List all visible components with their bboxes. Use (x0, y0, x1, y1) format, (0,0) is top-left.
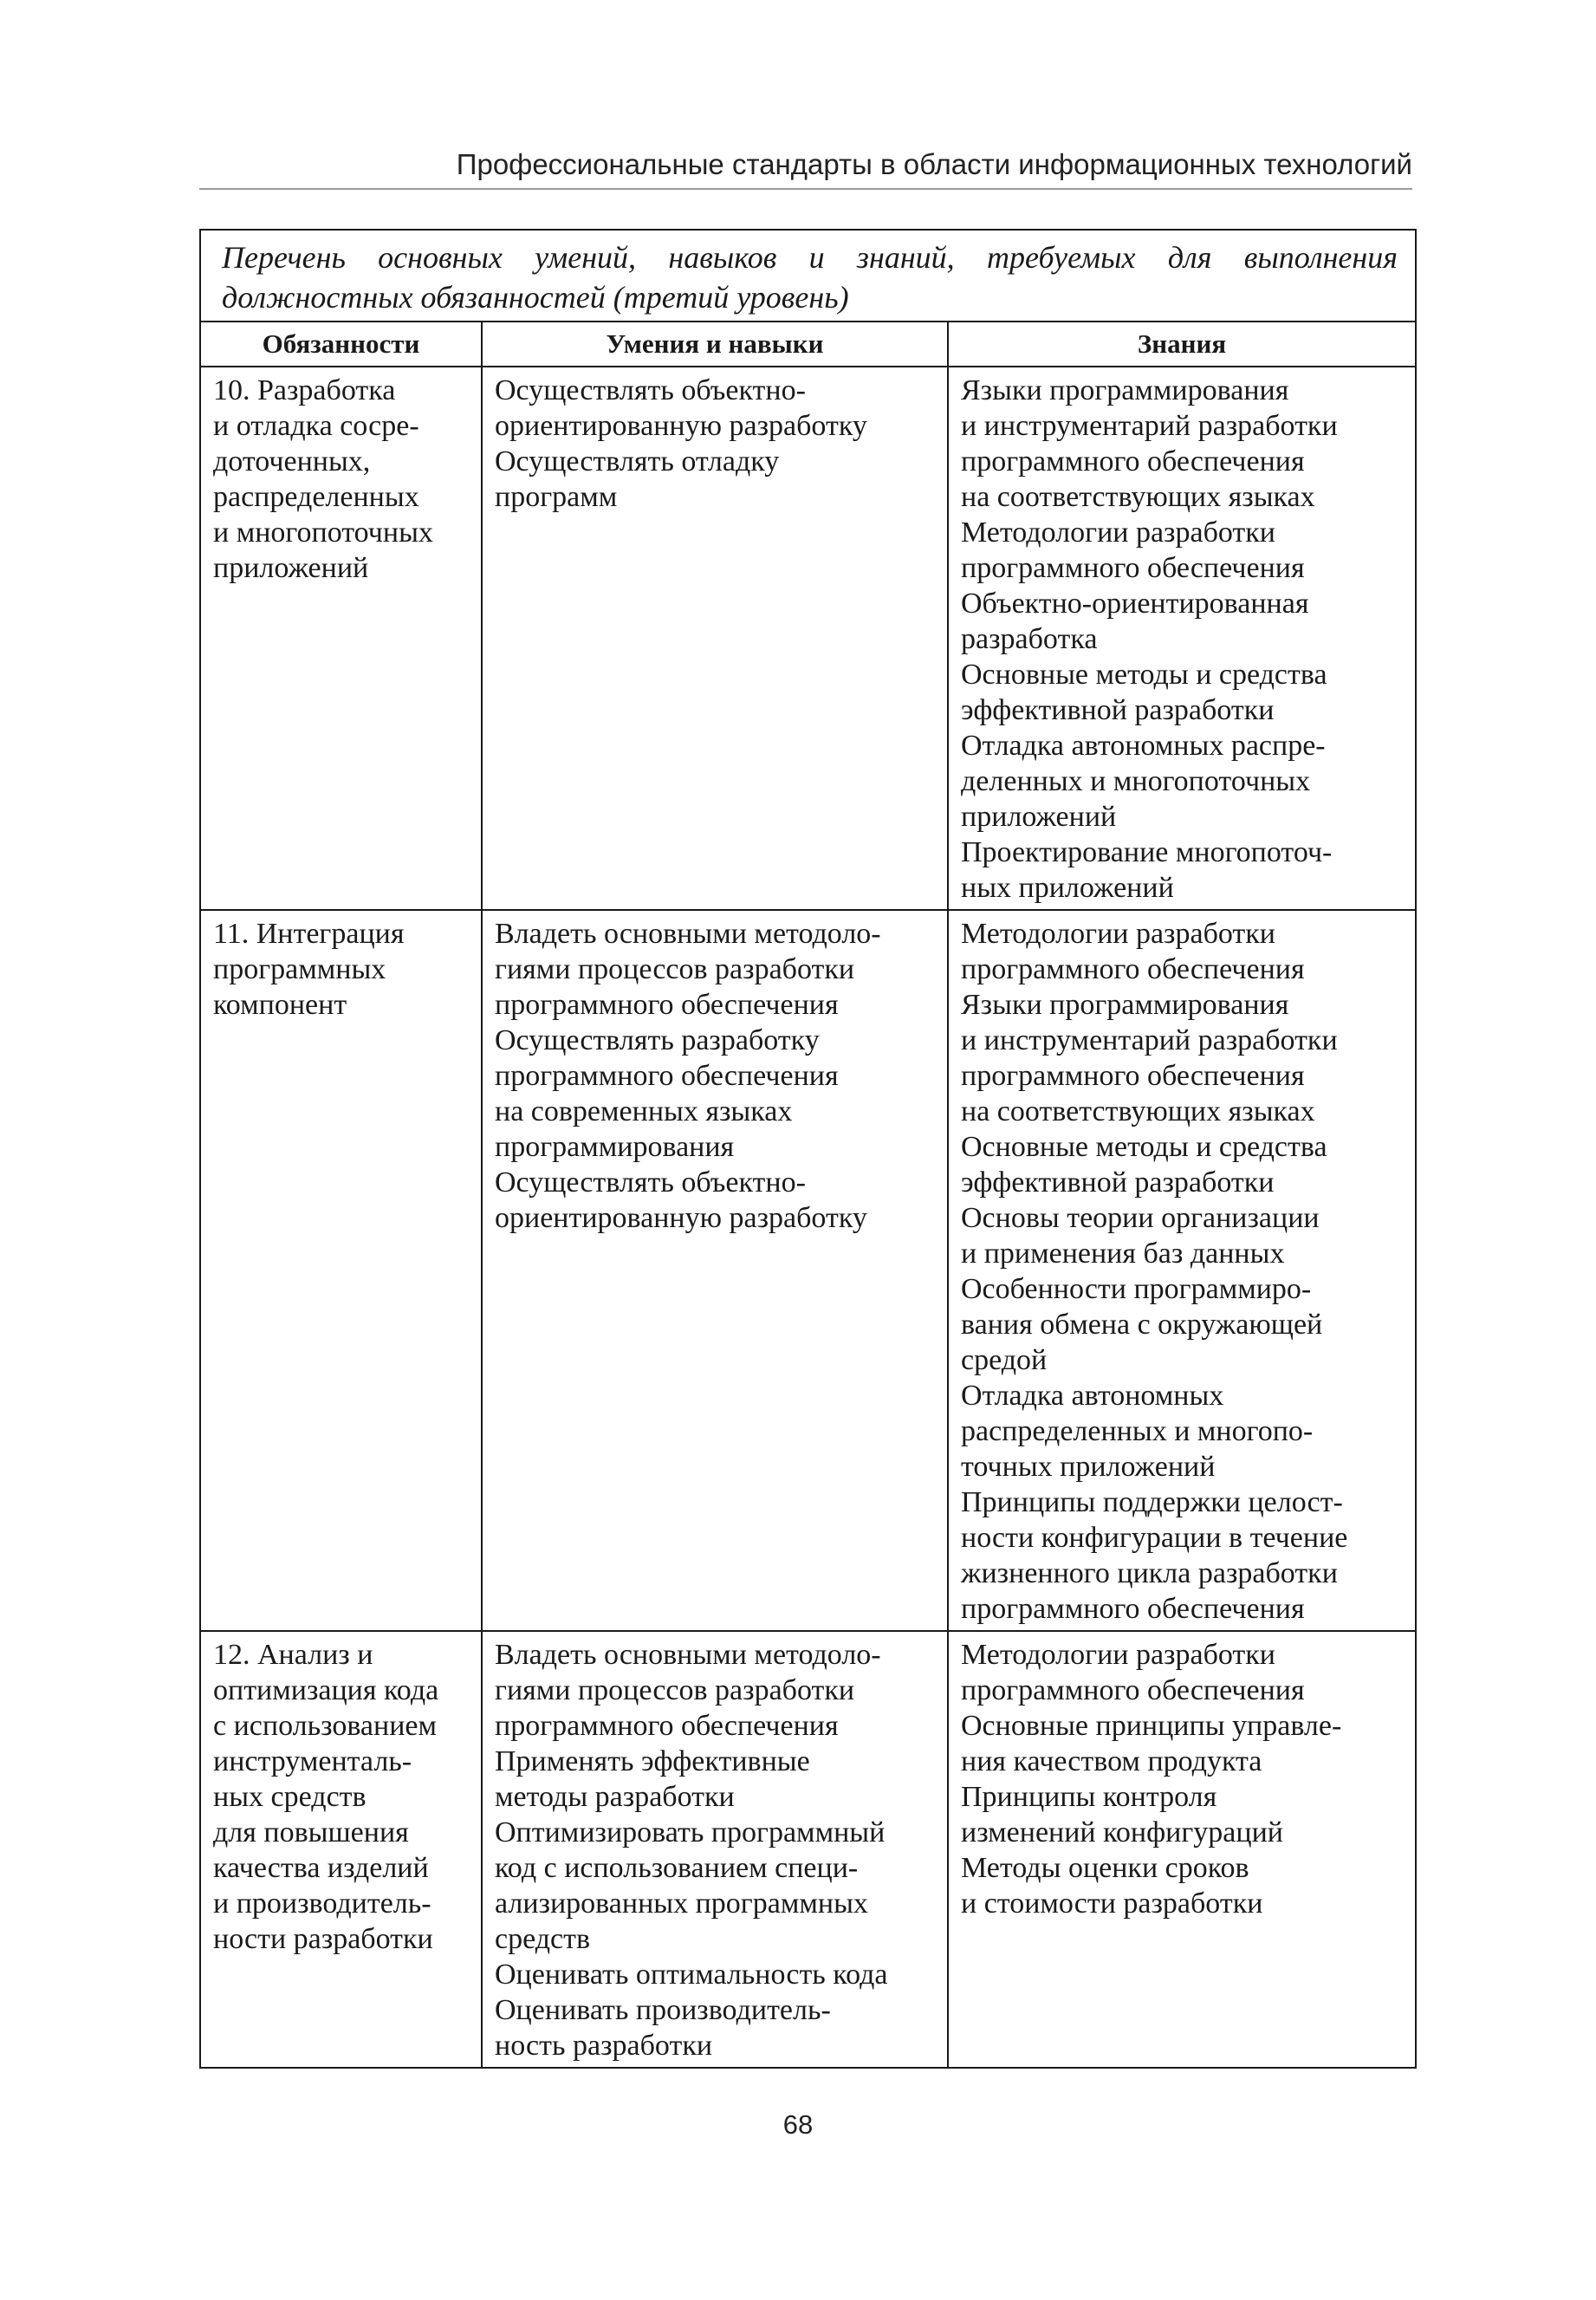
cell-text-line: Отладка автономных распре- (961, 730, 1326, 762)
cell-text-line: программного обеспечения (961, 1060, 1305, 1092)
cell-text-line: на соответствующих языках (961, 481, 1315, 513)
cell-text-line: 10. Разработка (213, 374, 396, 406)
cell-text-line: программного обеспечения (961, 445, 1305, 478)
cell-text-line: компонент (213, 989, 347, 1021)
cell-text-line: распределенных и многопо- (961, 1415, 1314, 1447)
cell-text-line: Оценивать оптимальность кода (495, 1959, 888, 1991)
cell-text-line: доточенных, (213, 445, 371, 478)
cell-text-line: Отладка автономных (961, 1380, 1224, 1412)
column-header-knowledge: Знания (948, 322, 1416, 367)
running-header: Профессиональные стандарты в области информационных технологий (456, 148, 1412, 180)
cell-text-line: программного обеспечения (961, 1593, 1305, 1625)
cell-text-line: ности конфигурации в течение (961, 1522, 1348, 1554)
cell-text-line: жизненного цикла разработки (961, 1557, 1338, 1589)
cell-text-line: оптимизация кода (213, 1674, 439, 1706)
cell-text-line: Основы теории организации (961, 1202, 1320, 1234)
cell-text-line: гиями процессов разработки (495, 953, 855, 985)
cell-text-line: Оценивать производитель- (495, 1994, 831, 2026)
table-row (200, 1631, 1416, 2068)
cell-text-line: программного обеспечения (961, 1674, 1305, 1706)
cell-text-line: эффективной разработки (961, 1166, 1275, 1199)
cell-text-line: средой (961, 1344, 1048, 1376)
cell-text-line: на современных языках (495, 1095, 793, 1127)
cell-text-line: деленных и многопоточных (961, 765, 1311, 797)
table-body (200, 367, 1416, 2068)
knowledge-cell (948, 1631, 1416, 2068)
cell-text-line: и многопоточных (213, 517, 433, 549)
cell-text-line: точных приложений (961, 1451, 1216, 1483)
cell-text-line: ных приложений (961, 872, 1174, 904)
cell-text-line: и инструментарий разработки (961, 1024, 1338, 1056)
duties-cell (200, 367, 482, 910)
cell-text-line: программирования (495, 1131, 735, 1163)
cell-text-line: и производитель- (213, 1887, 431, 1920)
cell-text-line: Проектирование многопоточ- (961, 836, 1333, 868)
cell-text-line: гиями процессов разработки (495, 1674, 855, 1706)
duties-cell (200, 910, 482, 1631)
cell-text-line: ных средств (213, 1781, 367, 1813)
duties-cell (200, 1631, 482, 2068)
cell-text-line: Языки программирования (961, 374, 1289, 406)
cell-text-line: Основные принципы управле- (961, 1710, 1342, 1742)
cell-text-line: изменений конфигураций (961, 1816, 1283, 1848)
cell-text-line: Методы оценки сроков (961, 1852, 1249, 1884)
skills-cell (482, 910, 948, 1631)
cell-text-line: программного обеспечения (961, 552, 1305, 584)
cell-text-line: 11. Интеграция (213, 918, 405, 950)
cell-text-line: методы разработки (495, 1781, 735, 1813)
cell-text-line: программного обеспечения (495, 989, 839, 1021)
cell-text-line: программного обеспечения (961, 953, 1305, 985)
cell-text-line: Основные методы и средства (961, 659, 1327, 691)
caption-row (200, 230, 1416, 322)
table-row (200, 367, 1416, 910)
cell-text-line: Применять эффективные (495, 1745, 810, 1777)
column-header-skills: Умения и навыки (482, 322, 948, 367)
cell-text-line: ориентированную разработку (495, 410, 867, 442)
cell-text-line: Осуществлять объектно- (495, 1166, 806, 1199)
cell-text-line: Осуществлять отладку (495, 445, 780, 478)
cell-text-line: и стоимости разработки (961, 1887, 1263, 1920)
cell-text-line: с использованием (213, 1710, 438, 1742)
cell-text-line: Языки программирования (961, 989, 1289, 1021)
cell-text-line: 12. Анализ и (213, 1639, 373, 1671)
skills-cell (482, 1631, 948, 2068)
cell-text-line: Принципы поддержки целост- (961, 1486, 1343, 1518)
cell-text-line: приложений (213, 552, 369, 584)
cell-text-line: Особенности программиро- (961, 1273, 1312, 1305)
cell-text-line: программного обеспечения (495, 1710, 839, 1742)
cell-text-line: Методологии разработки (961, 918, 1275, 950)
cell-text-line: для повышения (213, 1816, 409, 1848)
competency-table (199, 229, 1417, 2069)
cell-text-line: ализированных программных (495, 1887, 868, 1920)
cell-text-line: и отладка сосре- (213, 410, 419, 442)
cell-text-line: ния качеством продукта (961, 1745, 1262, 1777)
cell-text-line: код с использованием специ- (495, 1852, 859, 1884)
cell-text-line: и применения баз данных (961, 1238, 1285, 1270)
cell-text-line: Методологии разработки (961, 1639, 1275, 1671)
cell-text-line: и инструментарий разработки (961, 410, 1338, 442)
skills-cell (482, 367, 948, 910)
cell-text-line: распределенных (213, 481, 419, 513)
header-rule (199, 188, 1412, 190)
cell-text-line: Объектно-ориентированная (961, 588, 1309, 620)
knowledge-cell (948, 910, 1416, 1631)
cell-text-line: на соответствующих языках (961, 1095, 1315, 1127)
cell-text-line: Владеть основными методоло- (495, 918, 881, 950)
cell-text-line: программ (495, 481, 618, 513)
cell-text-line: программного обеспечения (495, 1060, 839, 1092)
cell-text-line: приложений (961, 801, 1117, 833)
cell-text-line: ориентированную разработку (495, 1202, 867, 1234)
cell-text-line: Осуществлять разработку (495, 1024, 820, 1056)
header-row (200, 322, 1416, 367)
cell-text-line: разработка (961, 623, 1098, 655)
cell-text-line: Методологии разработки (961, 517, 1275, 549)
cell-text-line: Владеть основными методоло- (495, 1639, 881, 1671)
cell-text-line: ности разработки (213, 1923, 433, 1955)
knowledge-cell (948, 367, 1416, 910)
page-number: 68 (782, 2109, 814, 2140)
cell-text-line: качества изделий (213, 1852, 429, 1884)
cell-text-line: Основные методы и средства (961, 1131, 1327, 1163)
cell-text-line: эффективной разработки (961, 694, 1275, 726)
table-row (200, 910, 1416, 1631)
cell-text-line: Принципы контроля (961, 1781, 1217, 1813)
table-caption: Перечень основных умений, навыков и знаний, требуемых для выполнения должностных обязанностей (третий уровень) (200, 230, 1416, 322)
cell-text-line: Осуществлять объектно- (495, 374, 806, 406)
column-header-duties: Обязанности (200, 322, 482, 367)
cell-text-line: Оптимизировать программный (495, 1816, 886, 1848)
cell-text-line: вания обмена с окружающей (961, 1309, 1323, 1341)
cell-text-line: средств (495, 1923, 591, 1955)
cell-text-line: инструменталь- (213, 1745, 412, 1777)
cell-text-line: программных (213, 953, 386, 985)
cell-text-line: ность разработки (495, 2030, 713, 2062)
